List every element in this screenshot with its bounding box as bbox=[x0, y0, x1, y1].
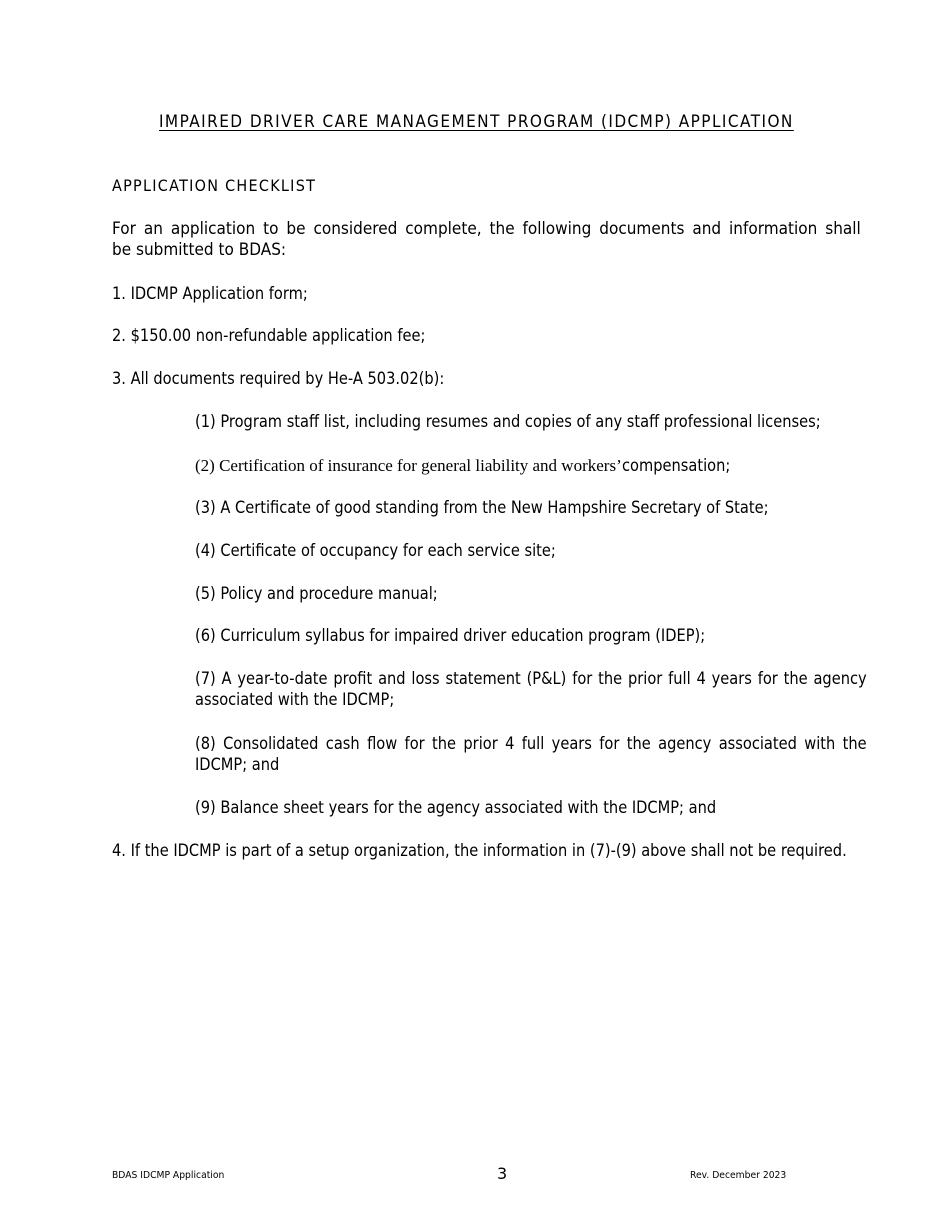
sub-item-8-line-2: IDCMP; and bbox=[195, 755, 280, 775]
sub-item-5: (5) Policy and procedure manual; bbox=[195, 584, 438, 604]
sub-item-2-rest: compensation; bbox=[621, 456, 731, 476]
sub-item-4: (4) Certificate of occupancy for each service site; bbox=[195, 541, 556, 561]
sub-item-7-line-2: associated with the IDCMP; bbox=[195, 690, 395, 710]
sub-item-6: (6) Curriculum syllabus for impaired driver education program (IDEP); bbox=[195, 626, 706, 646]
checklist-item-4: 4. If the IDCMP is part of a setup organization, the information in (7)-(9) above shall not be required. bbox=[112, 841, 847, 861]
footer-document-name: BDAS IDCMP Application bbox=[112, 1170, 225, 1181]
page-title: IMPAIRED DRIVER CARE MANAGEMENT PROGRAM (IDCMP) APPLICATION bbox=[158, 112, 794, 132]
footer-page-number: 3 bbox=[497, 1164, 508, 1183]
footer-revision: Rev. December 2023 bbox=[690, 1170, 787, 1181]
checklist-item-3: 3. All documents required by He-A 503.02(b): bbox=[112, 369, 445, 389]
sub-item-2 bbox=[195, 455, 748, 477]
sub-item-9: (9) Balance sheet years for the agency associated with the IDCMP; and bbox=[195, 798, 717, 818]
intro-line-1: For an application to be considered complete, the following documents and information shall bbox=[112, 219, 861, 239]
intro-line-2: be submitted to BDAS: bbox=[112, 240, 287, 260]
sub-item-3: (3) A Certificate of good standing from the New Hampshire Secretary of State; bbox=[195, 498, 769, 518]
sub-item-2-serif: (2) Certification of insurance for general liability and workers’ bbox=[195, 456, 622, 475]
intro-paragraph bbox=[112, 219, 862, 261]
section-heading: APPLICATION CHECKLIST bbox=[112, 176, 317, 195]
checklist-item-2: 2. $150.00 non-refundable application fee; bbox=[112, 326, 426, 346]
sub-item-8 bbox=[195, 734, 867, 776]
checklist-item-1: 1. IDCMP Application form; bbox=[112, 284, 308, 304]
sub-item-1: (1) Program staff list, including resumes and copies of any staff professional licenses; bbox=[195, 412, 821, 432]
sub-item-8-line-1: (8) Consolidated cash flow for the prior 4 full years for the agency associated with the bbox=[195, 734, 867, 754]
sub-item-7 bbox=[195, 669, 867, 711]
sub-item-7-line-1: (7) A year-to-date profit and loss statement (P&L) for the prior full 4 years for the agency bbox=[195, 669, 867, 689]
